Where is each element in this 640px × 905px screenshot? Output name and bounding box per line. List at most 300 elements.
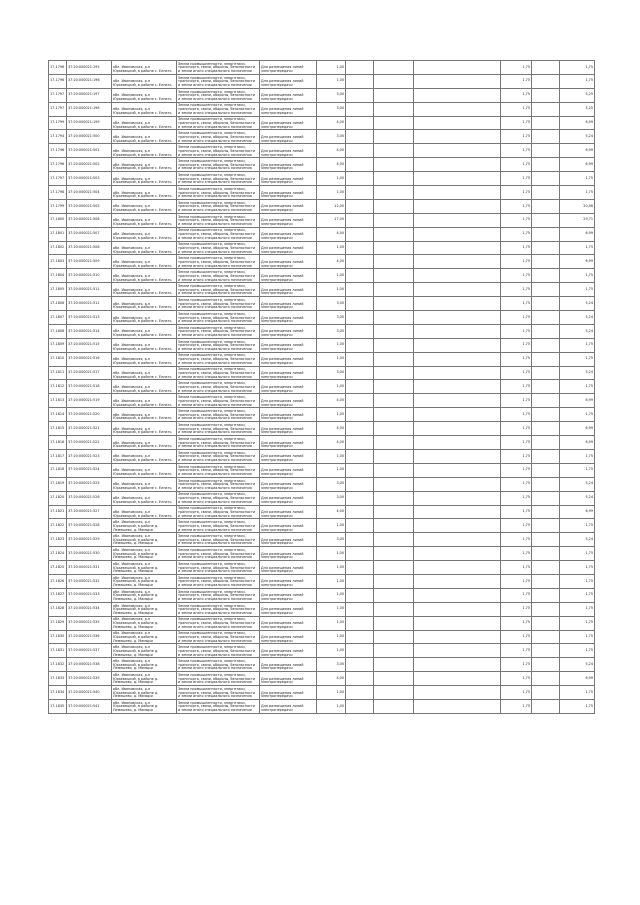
address-cell: обл. Ивановская, р-н Юрьевецкий, в районе д. Лемешево, д. Мамыри [112, 630, 177, 644]
permitted-use-cell: Для размещения линий электропередачи [260, 144, 317, 158]
address-cell: обл. Ивановская, р-н Юрьевецкий, в районе д. Лемешево, д. Мамыри [112, 561, 177, 575]
empty-cell [374, 436, 414, 450]
address-cell: обл. Ивановская, р-н Юрьевецкий, в районе с. Елнать [112, 422, 177, 436]
cadastral-number-cell: 37:20:000021:507 [67, 227, 112, 241]
table-row [49, 283, 595, 297]
rate-cell: 1,75 [501, 269, 532, 283]
empty-cell [374, 269, 414, 283]
area-cell: 4,00 [317, 255, 346, 269]
cadastral-number-cell: 37:20:000021:195 [67, 61, 112, 75]
empty-cell [374, 241, 414, 255]
land-category-cell: Земли промышленности, энергетики, транспорта, связи, обороны, безопасности и земли иного специального назначения [177, 561, 260, 575]
area-cell: 4,00 [317, 436, 346, 450]
table-row [49, 380, 595, 394]
land-category-cell: Земли промышленности, энергетики, транспорта, связи, обороны, безопасности и земли иного специального назначения [177, 519, 260, 533]
value-cell: 5,25 [560, 102, 595, 116]
permitted-use-cell: Для размещения линий электропередачи [260, 130, 317, 144]
empty-cell [414, 672, 501, 686]
table-row [49, 658, 595, 672]
value-cell: 1,75 [560, 380, 595, 394]
empty-cell [414, 644, 501, 658]
area-cell: 12,00 [317, 199, 346, 213]
value-cell: 6,99 [560, 255, 595, 269]
empty-cell [346, 116, 374, 130]
value-cell: 6,99 [560, 505, 595, 519]
row-number-cell: 17-1808 [49, 324, 67, 338]
rate-cell: 1,75 [501, 158, 532, 172]
empty-cell [532, 366, 560, 380]
area-cell: 3,00 [317, 88, 346, 102]
area-cell: 1,00 [317, 352, 346, 366]
value-cell: 1,75 [560, 186, 595, 200]
row-number-cell: 17-1799 [49, 199, 67, 213]
empty-cell [374, 630, 414, 644]
area-cell: 3,00 [317, 311, 346, 325]
area-cell: 1,00 [317, 61, 346, 75]
cadastral-number-cell: 37:20:000021:512 [67, 297, 112, 311]
row-number-cell: 17-1799 [49, 116, 67, 130]
empty-cell [374, 130, 414, 144]
row-number-cell: 17-1833 [49, 672, 67, 686]
land-category-cell: Земли промышленности, энергетики, транспорта, связи, обороны, безопасности и земли иного специального назначения [177, 449, 260, 463]
empty-cell [346, 172, 374, 186]
permitted-use-cell: Для размещения линий электропередачи [260, 505, 317, 519]
empty-cell [414, 269, 501, 283]
permitted-use-cell: Для размещения линий электропередачи [260, 394, 317, 408]
empty-cell [346, 547, 374, 561]
empty-cell [414, 144, 501, 158]
empty-cell [532, 630, 560, 644]
table-row [49, 213, 595, 227]
empty-cell [532, 172, 560, 186]
empty-cell [374, 283, 414, 297]
value-cell: 1,75 [560, 283, 595, 297]
table-row [49, 311, 595, 325]
empty-cell [414, 241, 501, 255]
land-category-cell: Земли промышленности, энергетики, транспорта, связи, обороны, безопасности и земли иного специального назначения [177, 352, 260, 366]
table-row [49, 297, 595, 311]
empty-cell [414, 477, 501, 491]
cadastral-number-cell: 37:20:000021:524 [67, 463, 112, 477]
address-cell: обл. Ивановская, р-н Юрьевецкий, в районе с. Елнать [112, 241, 177, 255]
empty-cell [532, 422, 560, 436]
row-number-cell: 17-1824 [49, 547, 67, 561]
permitted-use-cell: Для размещения линий электропередачи [260, 241, 317, 255]
permitted-use-cell: Для размещения линий электропередачи [260, 408, 317, 422]
area-cell: 4,00 [317, 422, 346, 436]
rate-cell: 1,75 [501, 311, 532, 325]
cadastral-number-cell: 37:20:000021:531 [67, 561, 112, 575]
area-cell: 3,00 [317, 658, 346, 672]
empty-cell [374, 380, 414, 394]
area-cell: 1,00 [317, 283, 346, 297]
row-number-cell: 17-1821 [49, 505, 67, 519]
area-cell: 1,00 [317, 186, 346, 200]
cadastral-number-cell: 37:20:000021:196 [67, 74, 112, 88]
cadastral-number-cell: 37:20:000021:530 [67, 547, 112, 561]
rate-cell: 1,75 [501, 338, 532, 352]
empty-cell [346, 324, 374, 338]
rate-cell: 1,75 [501, 644, 532, 658]
empty-cell [414, 186, 501, 200]
row-number-cell: 17-1813 [49, 394, 67, 408]
cadastral-number-cell: 37:20:000021:509 [67, 255, 112, 269]
land-category-cell: Земли промышленности, энергетики, транспорта, связи, обороны, безопасности и земли иного специального назначения [177, 477, 260, 491]
empty-cell [414, 588, 501, 602]
address-cell: обл. Ивановская, р-н Юрьевецкий, в районе с. Елнать [112, 338, 177, 352]
empty-cell [374, 366, 414, 380]
row-number-cell: 17-1800 [49, 213, 67, 227]
land-category-cell: Земли промышленности, энергетики, транспорта, связи, обороны, безопасности и земли иного специального назначения [177, 186, 260, 200]
cadastral-number-cell: 37:20:000021:520 [67, 408, 112, 422]
rate-cell: 1,75 [501, 630, 532, 644]
land-category-cell: Земли промышленности, энергетики, транспорта, связи, обороны, безопасности и земли иного специального назначения [177, 366, 260, 380]
cadastral-number-cell: 37:20:000021:517 [67, 366, 112, 380]
rate-cell: 1,75 [501, 547, 532, 561]
value-cell: 6,99 [560, 144, 595, 158]
area-cell: 4,00 [317, 672, 346, 686]
address-cell: обл. Ивановская, р-н Юрьевецкий, в районе с. Елнать [112, 269, 177, 283]
area-cell: 1,00 [317, 699, 346, 713]
land-category-cell: Земли промышленности, энергетики, транспорта, связи, обороны, безопасности и земли иного специального назначения [177, 172, 260, 186]
empty-cell [346, 102, 374, 116]
cadastral-number-cell: 37:20:000021:505 [67, 199, 112, 213]
empty-cell [532, 547, 560, 561]
permitted-use-cell: Для размещения линий электропередачи [260, 574, 317, 588]
empty-cell [414, 616, 501, 630]
empty-cell [346, 644, 374, 658]
empty-cell [532, 436, 560, 450]
table-row [49, 561, 595, 575]
value-cell: 1,75 [560, 519, 595, 533]
value-cell: 1,75 [560, 699, 595, 713]
empty-cell [346, 88, 374, 102]
land-category-cell: Земли промышленности, энергетики, транспорта, связи, обороны, безопасности и земли иного специального назначения [177, 658, 260, 672]
empty-cell [414, 74, 501, 88]
empty-cell [414, 158, 501, 172]
cadastral-number-cell: 37:20:000021:532 [67, 574, 112, 588]
area-cell: 4,00 [317, 144, 346, 158]
empty-cell [414, 213, 501, 227]
permitted-use-cell: Для размещения линий электропередачи [260, 644, 317, 658]
area-cell: 4,00 [317, 116, 346, 130]
address-cell: обл. Ивановская, р-н Юрьевецкий, в районе с. Елнать [112, 394, 177, 408]
row-number-cell: 17-1817 [49, 449, 67, 463]
empty-cell [532, 283, 560, 297]
empty-cell [532, 380, 560, 394]
cadastral-number-cell: 37:20:000021:519 [67, 394, 112, 408]
address-cell: обл. Ивановская, р-н Юрьевецкий, в районе с. Елнать [112, 436, 177, 450]
table-row [49, 324, 595, 338]
row-number-cell: 17-1819 [49, 477, 67, 491]
area-cell: 1,00 [317, 644, 346, 658]
empty-cell [374, 297, 414, 311]
empty-cell [346, 61, 374, 75]
row-number-cell: 17-1818 [49, 463, 67, 477]
empty-cell [374, 699, 414, 713]
rate-cell: 1,75 [501, 422, 532, 436]
rate-cell: 1,75 [501, 172, 532, 186]
rate-cell: 1,75 [501, 297, 532, 311]
land-category-cell: Земли промышленности, энергетики, транспорта, связи, обороны, безопасности и земли иного специального назначения [177, 533, 260, 547]
empty-cell [532, 602, 560, 616]
empty-cell [414, 422, 501, 436]
value-cell: 1,75 [560, 408, 595, 422]
value-cell: 5,24 [560, 366, 595, 380]
empty-cell [532, 158, 560, 172]
rate-cell: 1,75 [501, 519, 532, 533]
empty-cell [414, 436, 501, 450]
empty-cell [374, 255, 414, 269]
cadastral-number-cell: 37:20:000021:527 [67, 505, 112, 519]
rate-cell: 1,75 [501, 658, 532, 672]
rate-cell: 1,75 [501, 380, 532, 394]
rate-cell: 1,75 [501, 561, 532, 575]
address-cell: обл. Ивановская, р-н Юрьевецкий, в районе с. Елнать [112, 408, 177, 422]
empty-cell [532, 686, 560, 700]
rate-cell: 1,75 [501, 144, 532, 158]
area-cell: 3,00 [317, 366, 346, 380]
empty-cell [532, 61, 560, 75]
table-row [49, 422, 595, 436]
row-number-cell: 17-1822 [49, 519, 67, 533]
empty-cell [414, 324, 501, 338]
permitted-use-cell: Для размещения линий электропередачи [260, 352, 317, 366]
rate-cell: 1,75 [501, 227, 532, 241]
value-cell: 1,75 [560, 269, 595, 283]
land-category-cell: Земли промышленности, энергетики, транспорта, связи, обороны, безопасности и земли иного специального назначения [177, 644, 260, 658]
empty-cell [346, 283, 374, 297]
empty-cell [532, 616, 560, 630]
empty-cell [532, 116, 560, 130]
empty-cell [532, 199, 560, 213]
cadastral-number-cell: 37:20:000021:518 [67, 380, 112, 394]
empty-cell [346, 255, 374, 269]
cadastral-number-cell: 37:20:000021:539 [67, 672, 112, 686]
area-cell: 1,00 [317, 602, 346, 616]
value-cell: 6,99 [560, 394, 595, 408]
empty-cell [374, 561, 414, 575]
row-number-cell: 17-1797 [49, 102, 67, 116]
empty-cell [532, 491, 560, 505]
address-cell: обл. Ивановская, р-н Юрьевецкий, в районе с. Елнать [112, 186, 177, 200]
cadastral-number-cell: 37:20:000021:513 [67, 311, 112, 325]
address-cell: обл. Ивановская, р-н Юрьевецкий, в районе с. Елнать [112, 463, 177, 477]
empty-cell [532, 574, 560, 588]
empty-cell [532, 213, 560, 227]
empty-cell [374, 213, 414, 227]
rate-cell: 1,75 [501, 130, 532, 144]
permitted-use-cell: Для размещения линий электропередачи [260, 449, 317, 463]
table-row [49, 505, 595, 519]
address-cell: обл. Ивановская, р-н Юрьевецкий, в районе с. Елнать [112, 74, 177, 88]
table-row [49, 547, 595, 561]
land-category-cell: Земли промышленности, энергетики, транспорта, связи, обороны, безопасности и земли иного специального назначения [177, 116, 260, 130]
area-cell: 1,00 [317, 408, 346, 422]
empty-cell [532, 241, 560, 255]
table-row [49, 130, 595, 144]
table-row [49, 644, 595, 658]
empty-cell [414, 547, 501, 561]
land-category-cell: Земли промышленности, энергетики, транспорта, связи, обороны, безопасности и земли иного специального назначения [177, 463, 260, 477]
table-row [49, 672, 595, 686]
empty-cell [414, 102, 501, 116]
empty-cell [414, 463, 501, 477]
rate-cell: 1,75 [501, 463, 532, 477]
empty-cell [414, 561, 501, 575]
table-body [49, 61, 595, 714]
land-category-cell: Земли промышленности, энергетики, транспорта, связи, обороны, безопасности и земли иного специального назначения [177, 616, 260, 630]
area-cell: 3,00 [317, 477, 346, 491]
empty-cell [532, 186, 560, 200]
land-category-cell: Земли промышленности, энергетики, транспорта, связи, обороны, безопасности и земли иного специального назначения [177, 324, 260, 338]
area-cell: 3,00 [317, 491, 346, 505]
land-category-cell: Земли промышленности, энергетики, транспорта, связи, обороны, безопасности и земли иного специального назначения [177, 602, 260, 616]
area-cell: 17,00 [317, 213, 346, 227]
area-cell: 4,00 [317, 158, 346, 172]
address-cell: обл. Ивановская, р-н Юрьевецкий, в районе д. Лемешево, д. Мамыри [112, 547, 177, 561]
address-cell: обл. Ивановская, р-н Юрьевецкий, в районе с. Елнать [112, 213, 177, 227]
empty-cell [374, 672, 414, 686]
empty-cell [374, 352, 414, 366]
value-cell: 1,75 [560, 630, 595, 644]
empty-cell [346, 436, 374, 450]
value-cell: 6,99 [560, 158, 595, 172]
land-category-cell: Земли промышленности, энергетики, транспорта, связи, обороны, безопасности и земли иного специального назначения [177, 630, 260, 644]
value-cell: 5,24 [560, 491, 595, 505]
address-cell: обл. Ивановская, р-н Юрьевецкий, в районе д. Лемешево, д. Мамыри [112, 686, 177, 700]
empty-cell [346, 463, 374, 477]
empty-cell [346, 422, 374, 436]
row-number-cell: 17-1797 [49, 88, 67, 102]
empty-cell [374, 74, 414, 88]
area-cell: 1,00 [317, 74, 346, 88]
rate-cell: 1,75 [501, 588, 532, 602]
empty-cell [346, 630, 374, 644]
land-plots-table [48, 60, 595, 714]
address-cell: обл. Ивановская, р-н Юрьевецкий, в районе с. Елнать [112, 102, 177, 116]
row-number-cell: 17-1796 [49, 74, 67, 88]
empty-cell [346, 505, 374, 519]
empty-cell [346, 366, 374, 380]
address-cell: обл. Ивановская, р-н Юрьевецкий, в районе с. Елнать [112, 366, 177, 380]
empty-cell [374, 158, 414, 172]
empty-cell [414, 116, 501, 130]
area-cell: 3,00 [317, 533, 346, 547]
rate-cell: 1,75 [501, 699, 532, 713]
cadastral-number-cell: 37:20:000021:525 [67, 477, 112, 491]
empty-cell [532, 144, 560, 158]
permitted-use-cell: Для размещения линий электропередачи [260, 463, 317, 477]
permitted-use-cell: Для размещения линий электропередачи [260, 269, 317, 283]
empty-cell [414, 311, 501, 325]
empty-cell [374, 505, 414, 519]
empty-cell [532, 338, 560, 352]
permitted-use-cell: Для размещения линий электропередачи [260, 116, 317, 130]
land-category-cell: Земли промышленности, энергетики, транспорта, связи, обороны, безопасности и земли иного специального назначения [177, 144, 260, 158]
permitted-use-cell: Для размещения линий электропередачи [260, 172, 317, 186]
table-row [49, 172, 595, 186]
empty-cell [414, 380, 501, 394]
table-row [49, 352, 595, 366]
land-category-cell: Земли промышленности, энергетики, транспорта, связи, обороны, безопасности и земли иного специального назначения [177, 436, 260, 450]
permitted-use-cell: Для размещения линий электропередачи [260, 158, 317, 172]
empty-cell [346, 477, 374, 491]
area-cell: 3,00 [317, 130, 346, 144]
empty-cell [346, 297, 374, 311]
empty-cell [346, 227, 374, 241]
empty-cell [414, 88, 501, 102]
empty-cell [532, 255, 560, 269]
empty-cell [414, 686, 501, 700]
value-cell: 1,75 [560, 172, 595, 186]
table-row [49, 686, 595, 700]
row-number-cell: 17-1825 [49, 561, 67, 575]
empty-cell [414, 61, 501, 75]
cadastral-number-cell: 37:20:000021:522 [67, 436, 112, 450]
empty-cell [532, 297, 560, 311]
table-row [49, 186, 595, 200]
empty-cell [414, 394, 501, 408]
row-number-cell: 17-1812 [49, 380, 67, 394]
empty-cell [532, 533, 560, 547]
empty-cell [374, 102, 414, 116]
table-row [49, 699, 595, 713]
empty-cell [532, 88, 560, 102]
empty-cell [414, 297, 501, 311]
empty-cell [374, 116, 414, 130]
cadastral-number-cell: 37:20:000021:500 [67, 130, 112, 144]
land-category-cell: Земли промышленности, энергетики, транспорта, связи, обороны, безопасности и земли иного специального назначения [177, 422, 260, 436]
row-number-cell: 17-1832 [49, 658, 67, 672]
rate-cell: 1,75 [501, 199, 532, 213]
empty-cell [346, 588, 374, 602]
land-category-cell: Земли промышленности, энергетики, транспорта, связи, обороны, безопасности и земли иного специального назначения [177, 574, 260, 588]
empty-cell [374, 422, 414, 436]
empty-cell [532, 699, 560, 713]
empty-cell [346, 352, 374, 366]
area-cell: 1,00 [317, 269, 346, 283]
table-row [49, 88, 595, 102]
area-cell: 1,00 [317, 561, 346, 575]
area-cell: 1,00 [317, 616, 346, 630]
cadastral-number-cell: 37:20:000021:528 [67, 519, 112, 533]
value-cell: 5,24 [560, 297, 595, 311]
cadastral-number-cell: 37:20:000021:515 [67, 338, 112, 352]
area-cell: 1,00 [317, 338, 346, 352]
empty-cell [532, 74, 560, 88]
value-cell: 1,75 [560, 61, 595, 75]
empty-cell [346, 186, 374, 200]
area-cell: 1,00 [317, 463, 346, 477]
table-row [49, 616, 595, 630]
table-row [49, 602, 595, 616]
permitted-use-cell: Для размещения линий электропередачи [260, 519, 317, 533]
cadastral-number-cell: 37:20:000021:526 [67, 491, 112, 505]
address-cell: обл. Ивановская, р-н Юрьевецкий, в районе д. Лемешево, д. Мамыри [112, 616, 177, 630]
address-cell: обл. Ивановская, р-н Юрьевецкий, в районе с. Елнать [112, 158, 177, 172]
rate-cell: 1,75 [501, 116, 532, 130]
empty-cell [414, 130, 501, 144]
row-number-cell: 17-1794 [49, 130, 67, 144]
address-cell: обл. Ивановская, р-н Юрьевецкий, в районе д. Лемешево, д. Мамыри [112, 588, 177, 602]
area-cell: 4,00 [317, 394, 346, 408]
land-category-cell: Земли промышленности, энергетики, транспорта, связи, обороны, безопасности и земли иного специального назначения [177, 102, 260, 116]
rate-cell: 1,75 [501, 61, 532, 75]
cadastral-number-cell: 37:20:000021:510 [67, 269, 112, 283]
permitted-use-cell: Для размещения линий электропередачи [260, 588, 317, 602]
empty-cell [346, 380, 374, 394]
